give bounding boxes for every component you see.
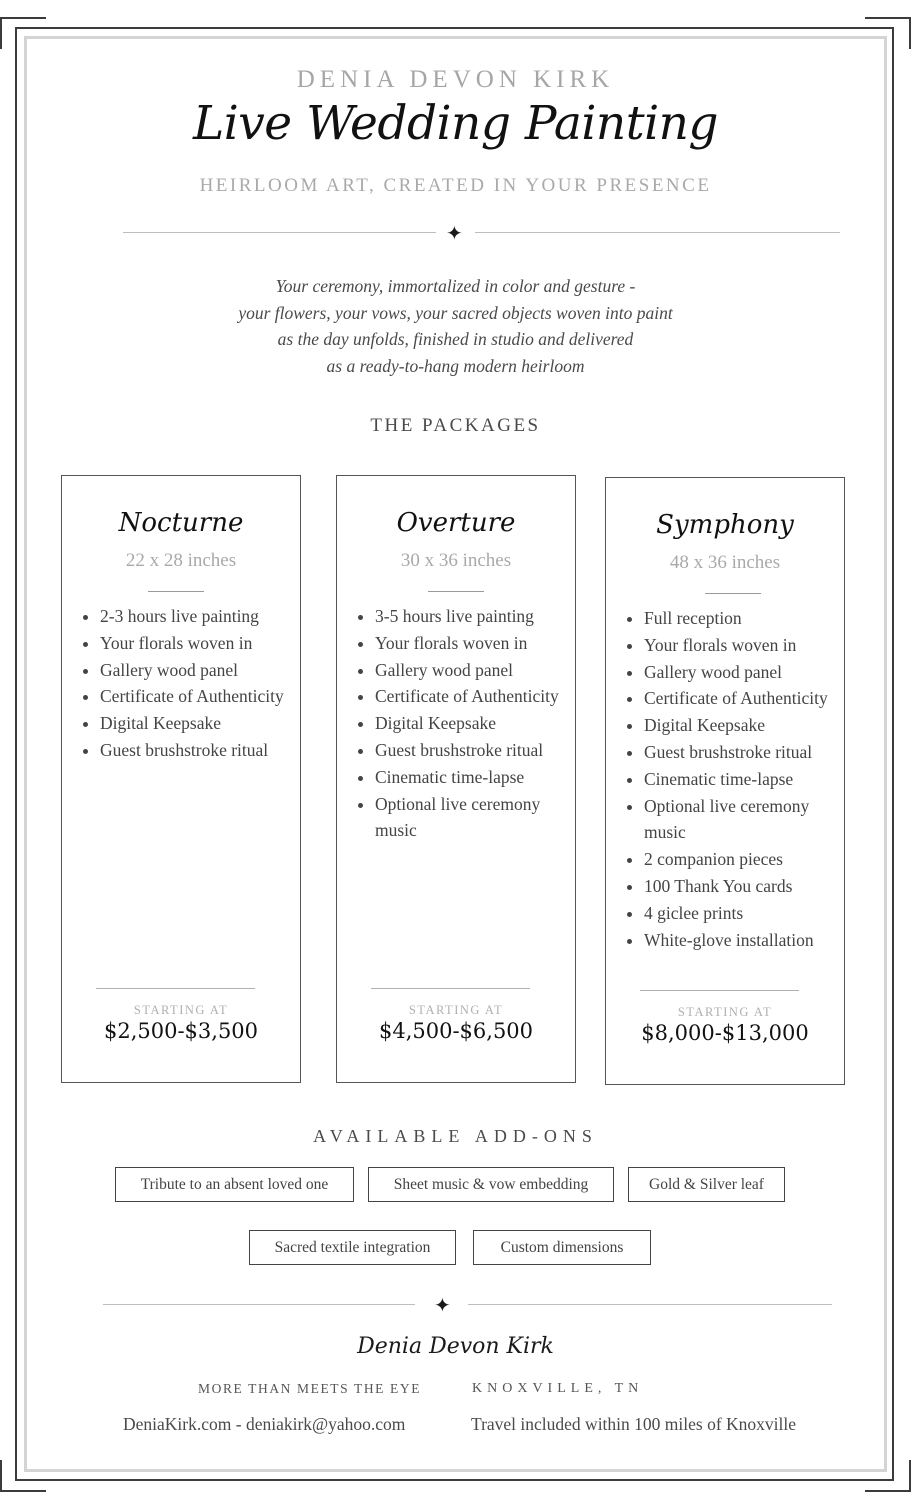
list-item: • White-glove installation: [644, 927, 850, 954]
package-size: 48 x 36 inches: [669, 552, 781, 573]
brand-name: DENIA DEVON KIRK: [296, 66, 615, 93]
addon-sheet-music[interactable]: Sheet music & vow embedding: [368, 1167, 614, 1202]
list-item: • Guest brushstroke ritual: [375, 737, 571, 764]
corner-ornament: [0, 17, 46, 49]
addons-heading: AVAILABLE ADD-ONS: [313, 1126, 598, 1146]
card-divider: [371, 988, 530, 989]
starting-at-label: STARTING AT: [677, 1005, 773, 1019]
list-item: • Optional live ceremony music: [644, 793, 850, 847]
intro-line: as the day unfolds, finished in studio and delivered: [277, 329, 634, 349]
starting-at-label: STARTING AT: [408, 1003, 504, 1017]
package-card-overture: [336, 475, 576, 1083]
list-item: • Gallery wood panel: [644, 659, 850, 686]
four-point-star-icon: ✦: [434, 1293, 451, 1317]
list-item: • Certificate of Authenticity: [375, 683, 571, 710]
card-divider: [428, 591, 484, 592]
list-item: • Digital Keepsake: [375, 710, 571, 737]
list-item: • Gallery wood panel: [375, 657, 571, 684]
list-item: • Your florals woven in: [375, 630, 571, 657]
signature: Denia Devon Kirk: [357, 1334, 554, 1359]
divider-line: [475, 232, 840, 233]
list-item: • 4 giclee prints: [644, 900, 850, 927]
intro-text: [0, 273, 911, 379]
addon-gold-silver-leaf[interactable]: Gold & Silver leaf: [628, 1167, 785, 1202]
package-size: 22 x 28 inches: [125, 550, 237, 571]
card-divider: [640, 990, 799, 991]
list-item: • Guest brushstroke ritual: [100, 737, 296, 764]
corner-ornament: [0, 1460, 46, 1492]
location: KNOXVILLE, TN: [472, 1381, 644, 1396]
corner-ornament: [865, 1460, 911, 1492]
package-name: Symphony: [656, 510, 794, 540]
intro-line: as a ready-to-hang modern heirloom: [326, 355, 585, 376]
list-item: • 100 Thank You cards: [644, 873, 850, 900]
list-item: • Full reception: [644, 605, 850, 632]
list-item: • Digital Keepsake: [644, 712, 850, 739]
package-name: Overture: [396, 508, 516, 538]
package-price: $8,000-$13,000: [641, 1021, 809, 1045]
package-card-symphony: [605, 477, 845, 1085]
package-size: 30 x 36 inches: [400, 550, 512, 571]
list-item: • Certificate of Authenticity: [644, 685, 850, 712]
page-subtitle: HEIRLOOM ART, CREATED IN YOUR PRESENCE: [199, 175, 712, 196]
four-point-star-icon: ✦: [446, 221, 463, 245]
list-item: • Cinematic time-lapse: [644, 766, 850, 793]
feature-list: [624, 605, 850, 953]
list-item: • 2 companion pieces: [644, 846, 850, 873]
addon-tribute[interactable]: Tribute to an absent loved one: [115, 1167, 354, 1202]
corner-ornament: [865, 17, 911, 49]
list-item: • Digital Keepsake: [100, 710, 296, 737]
feature-list: [355, 603, 571, 844]
card-divider: [96, 988, 255, 989]
addon-sacred-textile[interactable]: Sacred textile integration: [249, 1230, 456, 1265]
card-divider: [148, 591, 204, 592]
travel-info: Travel included within 100 miles of Knoxville: [471, 1414, 797, 1434]
addon-custom-dimensions[interactable]: Custom dimensions: [473, 1230, 651, 1265]
page-title: Live Wedding Painting: [193, 96, 718, 151]
package-card-nocturne: [61, 475, 301, 1083]
card-divider: [705, 593, 761, 594]
list-item: • Cinematic time-lapse: [375, 764, 571, 791]
starting-at-label: STARTING AT: [133, 1003, 229, 1017]
list-item: • Gallery wood panel: [100, 657, 296, 684]
package-price: $2,500-$3,500: [103, 1019, 259, 1043]
intro-line: your flowers, your vows, your sacred objects woven into paint: [238, 302, 673, 323]
list-item: • 2-3 hours live painting: [100, 603, 296, 630]
list-item: • Your florals woven in: [644, 632, 850, 659]
list-item: • Optional live ceremony music: [375, 791, 571, 845]
list-item: • Certificate of Authenticity: [100, 683, 296, 710]
contact-info[interactable]: DeniaKirk.com - deniakirk@yahoo.com: [123, 1414, 406, 1434]
package-price: $4,500-$6,500: [378, 1019, 534, 1043]
list-item: • Guest brushstroke ritual: [644, 739, 850, 766]
packages-heading: THE PACKAGES: [370, 415, 541, 436]
divider-line: [103, 1304, 415, 1305]
divider-line: [468, 1304, 832, 1305]
feature-list: [80, 603, 296, 764]
package-name: Nocturne: [118, 508, 244, 538]
intro-line: Your ceremony, immortalized in color and gesture -: [275, 276, 636, 296]
tagline: MORE THAN MEETS THE EYE: [198, 1381, 422, 1396]
list-item: • 3-5 hours live painting: [375, 603, 571, 630]
divider-line: [123, 232, 436, 233]
list-item: • Your florals woven in: [100, 630, 296, 657]
